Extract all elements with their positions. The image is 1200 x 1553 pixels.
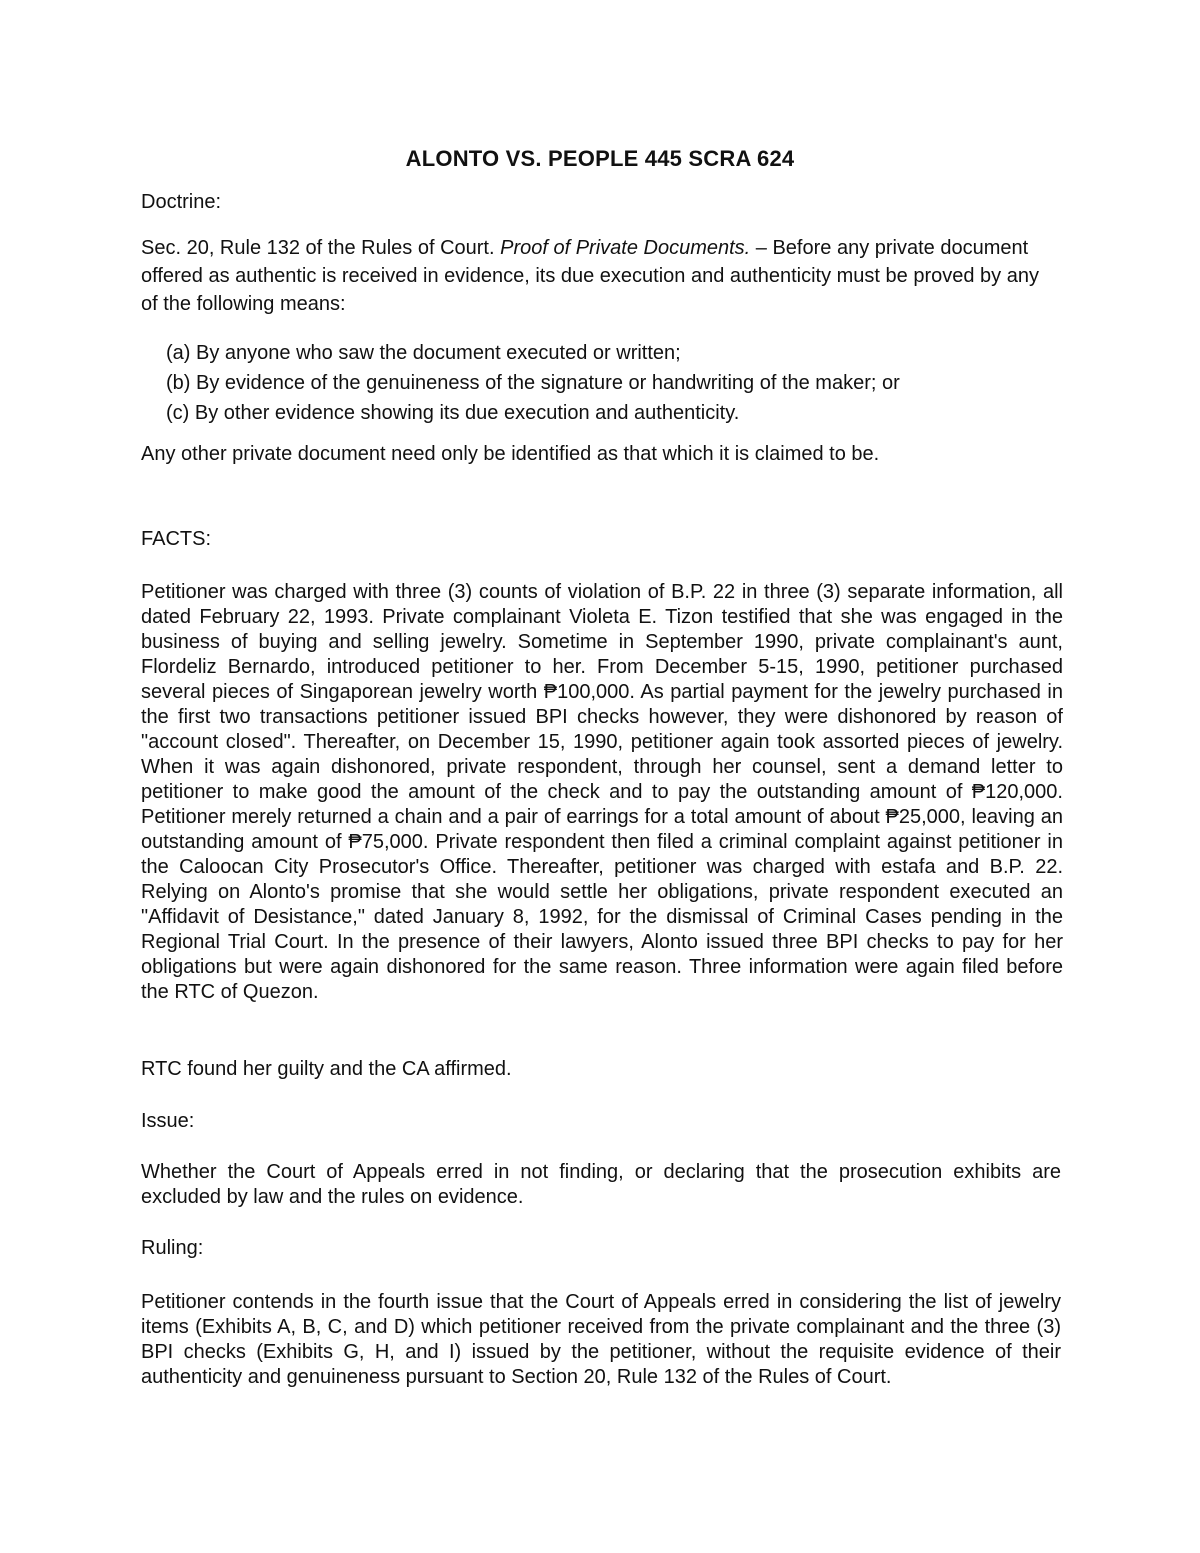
doctrine-italic: Proof of Private Documents. — [500, 237, 751, 259]
rtc-text: RTC found her guilty and the CA affirmed. — [141, 1058, 512, 1080]
means-item: (b) By evidence of the genuineness of the signature or handwriting of the maker; or — [166, 372, 900, 394]
means-item: (a) By anyone who saw the document executed or written; — [166, 342, 681, 364]
ruling-label: Ruling: — [141, 1237, 204, 1259]
means-list — [166, 338, 1066, 428]
doctrine-label: Doctrine: — [141, 191, 222, 213]
case-title: ALONTO VS. PEOPLE 445 SCRA 624 — [405, 146, 795, 171]
means-item: (c) By other evidence showing its due execution and authenticity. — [166, 402, 740, 424]
doctrine-rest: – Before any private document offered as authentic is received in evidence, its due execution and authenticity must be proved by any of the following means: — [141, 237, 1039, 315]
facts-label: FACTS: — [141, 528, 212, 550]
any-other-text: Any other private document need only be identified as that which it is claimed to be. — [141, 443, 880, 465]
doctrine-lead: Sec. 20, Rule 132 of the Rules of Court. — [141, 237, 495, 259]
doctrine-text — [141, 234, 1061, 318]
facts-text: Petitioner was charged with three (3) counts of violation of B.P. 22 in three (3) separate information, all dated February 22, 1993. Private complainant Violeta E. Tizon testified that she was engaged in the business of buying and selling jewelry. Sometime in September 1990, private complainant's aunt, Flordeliz Bernardo, introduced petitioner to her. From December 5-15, 1990, petitioner purchased several pieces of Singaporean jewelry worth ₱100,000. As partial payment for the jewelry purchased in the first two transactions petitioner issued BPI checks however, they were dishonored by reason of "account closed". Thereafter, on December 15, 1990, petitioner again took assorted pieces of jewelry. When it was again dishonored, private respondent, through her counsel, sent a demand letter to petitioner to make good the amount of the check and to pay the outstanding amount of ₱120,000. Petitioner merely returned a chain and a pair of earrings for a total amount of about ₱25,000, leaving an outstanding amount of ₱75,000. Private respondent then filed a criminal complaint against petitioner in the Caloocan City Prosecutor's Office. Thereafter, petitioner was charged with estafa and B.P. 22. Relying on Alonto's promise that she would settle her obligations, private respondent executed an "Affidavit of Desistance," dated January 8, 1992, for the dismissal of Criminal Cases pending in the Regional Trial Court. In the presence of their lawyers, Alonto issued three BPI checks to pay for her obligations but were again dishonored for the same reason. Three information were again filed before the RTC of Quezon. — [141, 581, 1063, 1003]
ruling-text: Petitioner contends in the fourth issue that the Court of Appeals erred in considering the list of jewelry items (Exhibits A, B, C, and D) which petitioner received from the private complainant and the three (3) BPI checks (Exhibits G, H, and I) issued by the petitioner, without the requisite evidence of their authenticity and genuineness pursuant to Section 20, Rule 132 of the Rules of Court. — [141, 1291, 1061, 1388]
issue-label: Issue: — [141, 1110, 195, 1132]
issue-text: Whether the Court of Appeals erred in not finding, or declaring that the prosecution exhibits are excluded by law and the rules on evidence. — [141, 1161, 1061, 1208]
